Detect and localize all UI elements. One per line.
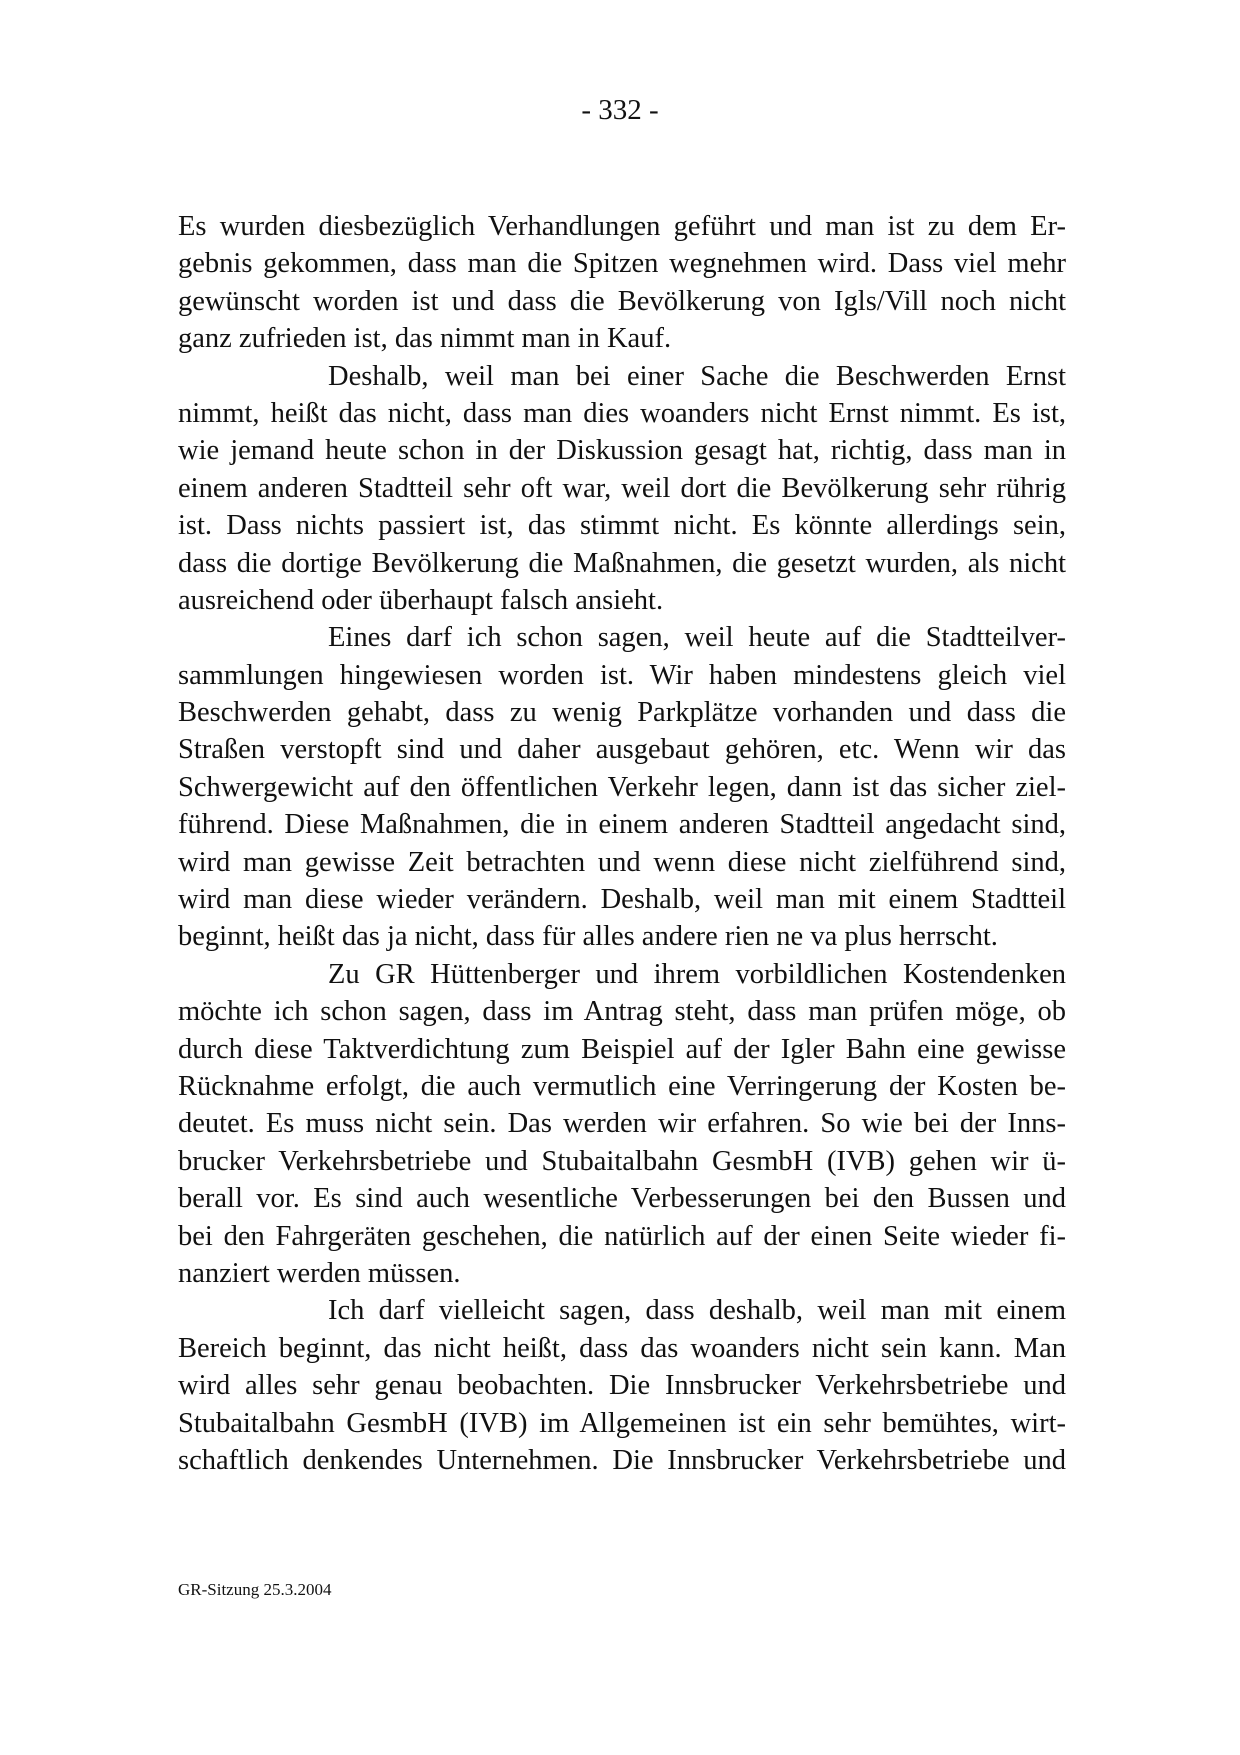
paragraph bbox=[178, 358, 1066, 620]
text-line: Deshalb, weil man bei einer Sache die Beschwerden Ernst bbox=[328, 360, 1066, 392]
text-line: wird man gewisse Zeit betrachten und wenn diese nicht zielführend sind, bbox=[178, 846, 1066, 878]
text-line: wird alles sehr genau beobachten. Die Innsbrucker Verkehrsbetriebe und bbox=[178, 1370, 1066, 1402]
text-line: führend. Diese Maßnahmen, die in einem anderen Stadtteil angedacht sind, bbox=[178, 809, 1066, 841]
text-line: dass die dortige Bevölkerung die Maßnahmen, die gesetzt wurden, als nicht bbox=[178, 547, 1066, 579]
text-line: ganz zufrieden ist, das nimmt man in Kauf. bbox=[178, 323, 672, 355]
text-line: nimmt, heißt das nicht, dass man dies woanders nicht Ernst nimmt. Es ist, bbox=[178, 397, 1066, 429]
text-line: ist. Dass nichts passiert ist, das stimmt nicht. Es könnte allerdings sein, bbox=[178, 510, 1066, 542]
text-line: durch diese Taktverdichtung zum Beispiel auf der Igler Bahn eine gewisse bbox=[178, 1033, 1066, 1065]
paragraph bbox=[178, 208, 1066, 358]
text-line: möchte ich schon sagen, dass im Antrag steht, dass man prüfen möge, ob bbox=[178, 996, 1066, 1028]
text-line: schaftlich denkendes Unternehmen. Die Innsbrucker Verkehrsbetriebe und bbox=[178, 1444, 1066, 1476]
paragraph bbox=[178, 956, 1066, 1293]
text-line: Zu GR Hüttenberger und ihrem vorbildlichen Kostendenken bbox=[328, 958, 1066, 990]
text-line: Bereich beginnt, das nicht heißt, dass das woanders nicht sein kann. Man bbox=[178, 1332, 1066, 1364]
text-line: Ich darf vielleicht sagen, dass deshalb, weil man mit einem bbox=[328, 1295, 1066, 1327]
page-number: - 332 - bbox=[581, 94, 659, 126]
text-line: Straßen verstopft sind und daher ausgebaut gehören, etc. Wenn wir das bbox=[178, 734, 1066, 766]
text-line: Eines darf ich schon sagen, weil heute auf die Stadtteilver- bbox=[328, 622, 1066, 654]
text-line: gewünscht worden ist und dass die Bevölkerung von Igls/Vill noch nicht bbox=[178, 285, 1066, 317]
text-line: sammlungen hingewiesen worden ist. Wir haben mindestens gleich viel bbox=[178, 659, 1066, 691]
text-line: Rücknahme erfolgt, die auch vermutlich eine Verringerung der Kosten be- bbox=[178, 1070, 1066, 1102]
body-text bbox=[178, 208, 1066, 1479]
text-line: ausreichend oder überhaupt falsch ansieht. bbox=[178, 584, 664, 616]
text-line: Beschwerden gehabt, dass zu wenig Parkplätze vorhanden und dass die bbox=[178, 697, 1066, 729]
text-line: einem anderen Stadtteil sehr oft war, weil dort die Bevölkerung sehr rührig bbox=[178, 472, 1066, 504]
text-line: berall vor. Es sind auch wesentliche Verbesserungen bei den Bussen und bbox=[178, 1183, 1066, 1215]
footer: GR-Sitzung 25.3.2004 bbox=[178, 1580, 332, 1599]
paragraph bbox=[178, 619, 1066, 956]
text-line: gebnis gekommen, dass man die Spitzen wegnehmen wird. Dass viel mehr bbox=[178, 248, 1066, 280]
text-line: Stubaitalbahn GesmbH (IVB) im Allgemeinen ist ein sehr bemühtes, wirt- bbox=[178, 1407, 1066, 1439]
text-line: wird man diese wieder verändern. Deshalb, weil man mit einem Stadtteil bbox=[178, 884, 1066, 916]
text-line: wie jemand heute schon in der Diskussion gesagt hat, richtig, dass man in bbox=[178, 435, 1066, 467]
text-line: bei den Fahrgeräten geschehen, die natürlich auf der einen Seite wieder fi- bbox=[178, 1220, 1066, 1252]
text-line: Schwergewicht auf den öffentlichen Verkehr legen, dann ist das sicher ziel- bbox=[178, 771, 1066, 803]
text-line: Es wurden diesbezüglich Verhandlungen geführt und man ist zu dem Er- bbox=[178, 211, 1066, 242]
paragraph bbox=[178, 1292, 1066, 1479]
text-line: nanziert werden müssen. bbox=[178, 1257, 461, 1289]
text-line: brucker Verkehrsbetriebe und Stubaitalbahn GesmbH (IVB) gehen wir ü- bbox=[178, 1145, 1066, 1177]
text-line: deutet. Es muss nicht sein. Das werden wir erfahren. So wie bei der Inns- bbox=[178, 1108, 1066, 1140]
text-line: beginnt, heißt das ja nicht, dass für alles andere rien ne va plus herrscht. bbox=[178, 921, 998, 953]
